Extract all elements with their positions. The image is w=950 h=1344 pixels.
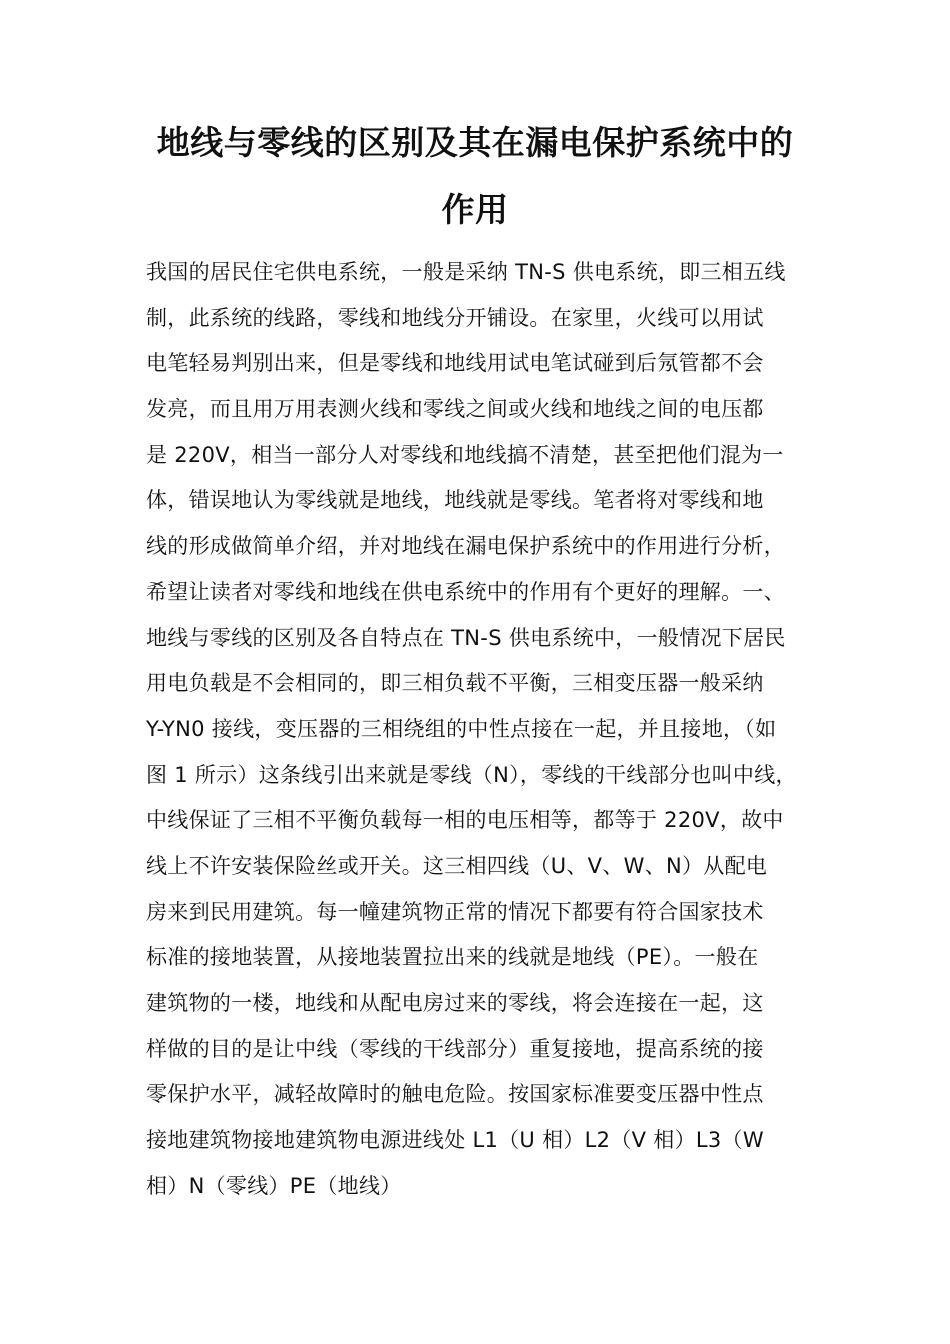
body-line: 地线与零线的区别及各自特点在 TN-S 供电系统中，一般情况下居民 bbox=[146, 625, 786, 650]
body-line: 相）N（零线）PE（地线） bbox=[146, 1173, 402, 1198]
body-line: 我国的居民住宅供电系统，一般是采纳 TN-S 供电系统，即三相五线 bbox=[146, 260, 786, 284]
body-line: 中线保证了三相不平衡负载每一相的电压相等，都等于 220V，故中 bbox=[146, 808, 784, 833]
body-line: 零保护水平，减轻故障时的触电危险。按国家标准要变压器中性点 bbox=[146, 1082, 764, 1107]
body-line: 线的形成做简单介绍，并对地线在漏电保护系统中的作用进行分析， bbox=[146, 534, 785, 559]
body-line: 制，此系统的线路，零线和地线分开铺设。在家里，火线可以用试 bbox=[146, 305, 764, 330]
document-title-line-2: 作用 bbox=[441, 190, 509, 229]
body-line: 样做的目的是让中线（零线的干线部分）重复接地，提高系统的接 bbox=[146, 1036, 764, 1061]
body-line: 接地建筑物接地建筑物电源进线处 L1（U 相）L2（V 相）L3（W bbox=[146, 1128, 764, 1153]
document-title-line-1: 地线与零线的区别及其在漏电保护系统中的 bbox=[156, 123, 794, 162]
body-line: 线上不许安装保险丝或开关。这三相四线（U、V、W、N）从配电 bbox=[146, 853, 768, 878]
body-line: 希望让读者对零线和地线在供电系统中的作用有个更好的理解。一、 bbox=[146, 579, 785, 604]
body-line: 图 1 所示）这条线引出来就是零线（N），零线的干线部分也叫中线， bbox=[146, 762, 797, 787]
body-line: 是 220V，相当一部分人对零线和地线搞不清楚，甚至把他们混为一 bbox=[146, 442, 784, 467]
body-line: 发亮，而且用万用表测火线和零线之间或火线和地线之间的电压都 bbox=[146, 397, 764, 422]
body-paragraph bbox=[146, 250, 826, 1209]
body-line: 用电负载是不会相同的，即三相负载不平衡，三相变压器一般采纳 bbox=[146, 671, 764, 696]
body-line: 建筑物的一楼，地线和从配电房过来的零线，将会连接在一起，这 bbox=[146, 991, 764, 1015]
body-line: Y-YN0 接线，变压器的三相绕组的中性点接在一起，并且接地，（如 bbox=[146, 716, 777, 741]
body-line: 电笔轻易判别出来，但是零线和地线用试电笔试碰到后氖管都不会 bbox=[146, 351, 764, 376]
body-line: 体，错误地认为零线就是地线，地线就是零线。笔者将对零线和地 bbox=[146, 488, 764, 513]
body-line: 标准的接地装置，从接地装置拉出来的线就是地线（PE）。一般在 bbox=[146, 945, 759, 970]
body-line: 房来到民用建筑。每一幢建筑物正常的情况下都要有符合国家技术 bbox=[146, 899, 764, 924]
